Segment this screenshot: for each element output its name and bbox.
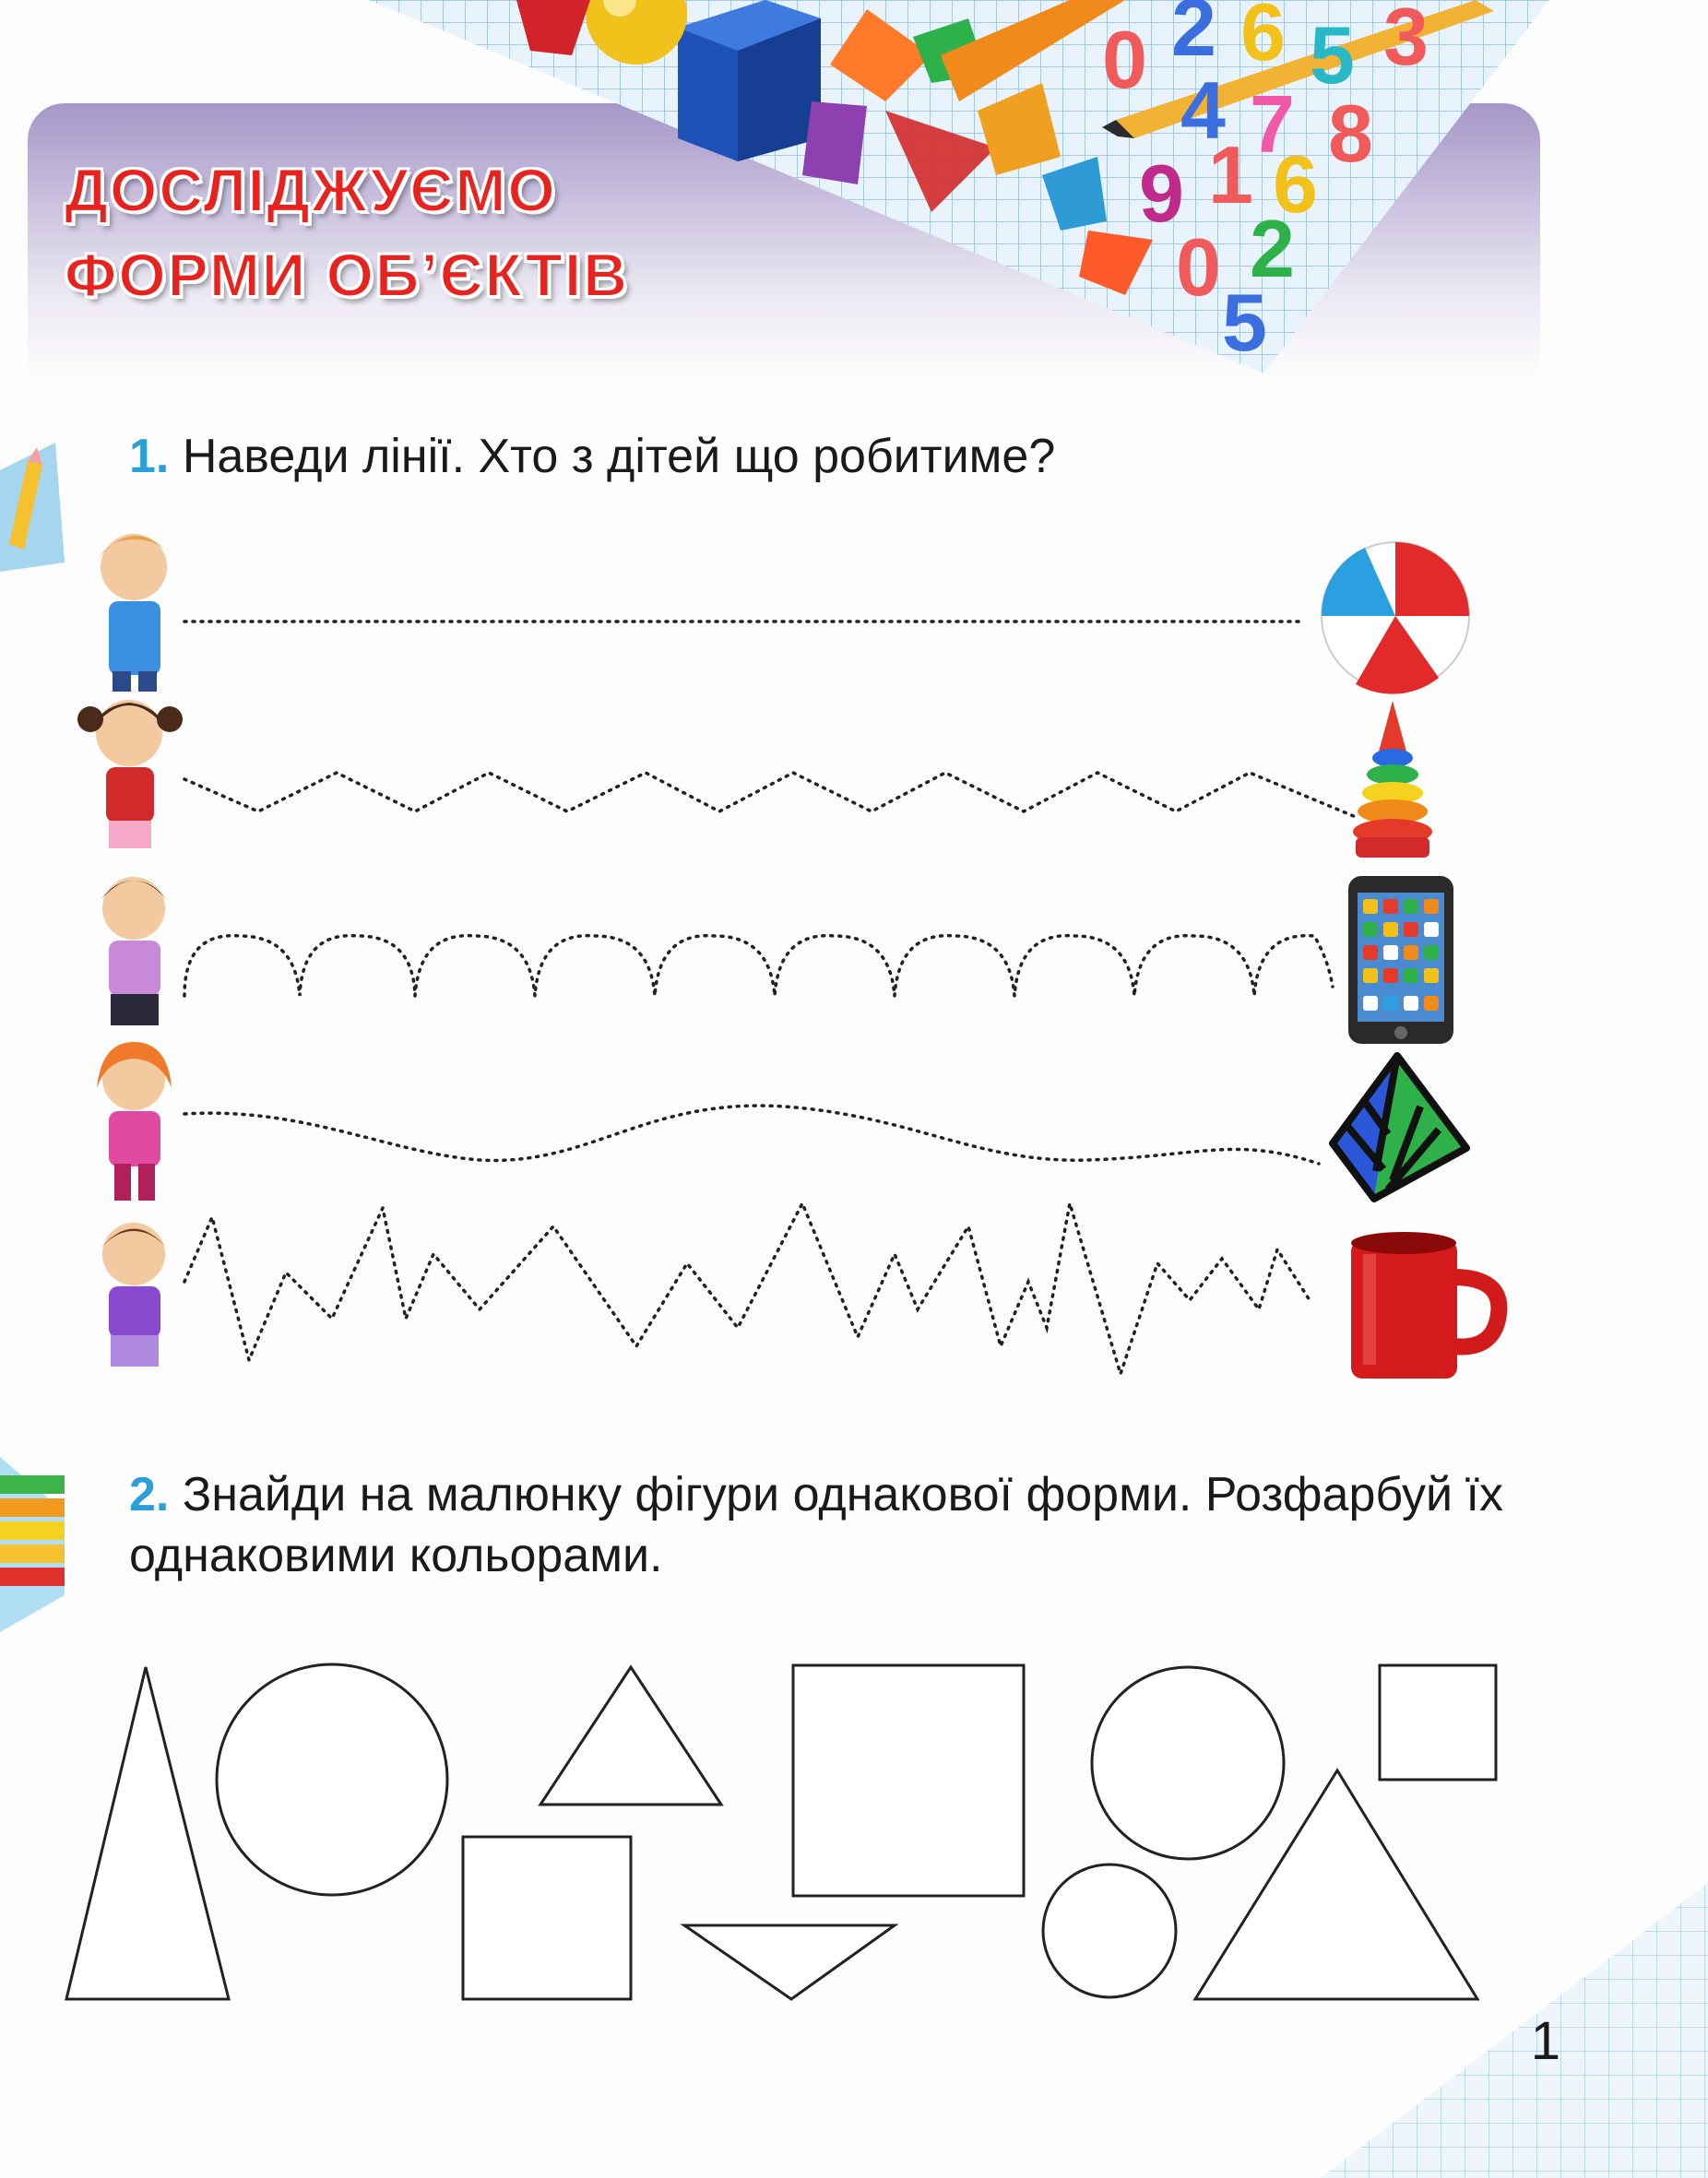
page-number: 1 [1530,2011,1560,2071]
svg-text:0: 0 [1176,221,1221,313]
svg-text:2: 2 [1250,203,1295,294]
svg-text:8: 8 [1328,88,1373,179]
svg-text:7: 7 [1250,78,1295,170]
svg-text:6: 6 [1273,138,1318,230]
large-square-shape[interactable] [793,1665,1024,1896]
task-2-number: 2. [129,1468,170,1521]
svg-text:6: 6 [1240,0,1286,77]
large-circle-shape[interactable] [217,1664,447,1895]
svg-text:3: 3 [1383,0,1429,82]
task-2-text: Знайди на малюнку фігури однакової форми. Розфарбуй їх однаковими кольорами. [129,1468,1503,1582]
small-square-shape[interactable] [1380,1665,1496,1780]
svg-text:0: 0 [1102,14,1147,105]
tall-triangle-shape[interactable] [66,1667,229,1999]
small-circle-shape[interactable] [1043,1864,1176,1997]
inverted-triangle-shape[interactable] [684,1925,895,1999]
medium-circle-shape[interactable] [1092,1667,1284,1859]
task-1-number: 1. [129,430,170,483]
svg-text:1: 1 [1208,129,1253,220]
svg-text:5: 5 [1310,9,1355,101]
svg-text:5: 5 [1222,277,1267,368]
svg-text:9: 9 [1139,148,1184,239]
svg-text:4: 4 [1180,65,1226,156]
task-1-text: Наведи лінії. Хто з дітей що робитиме? [182,430,1056,483]
title-line-1: ДОСЛІДЖУЄМО [65,156,557,224]
title-line-2: ФОРМИ ОБ’ЄКТІВ [65,241,629,309]
svg-text:2: 2 [1171,0,1216,73]
square-shape-medium[interactable] [463,1837,631,1999]
grid-corner-decoration [1321,1883,1708,2178]
small-triangle-shape[interactable] [540,1667,721,1805]
